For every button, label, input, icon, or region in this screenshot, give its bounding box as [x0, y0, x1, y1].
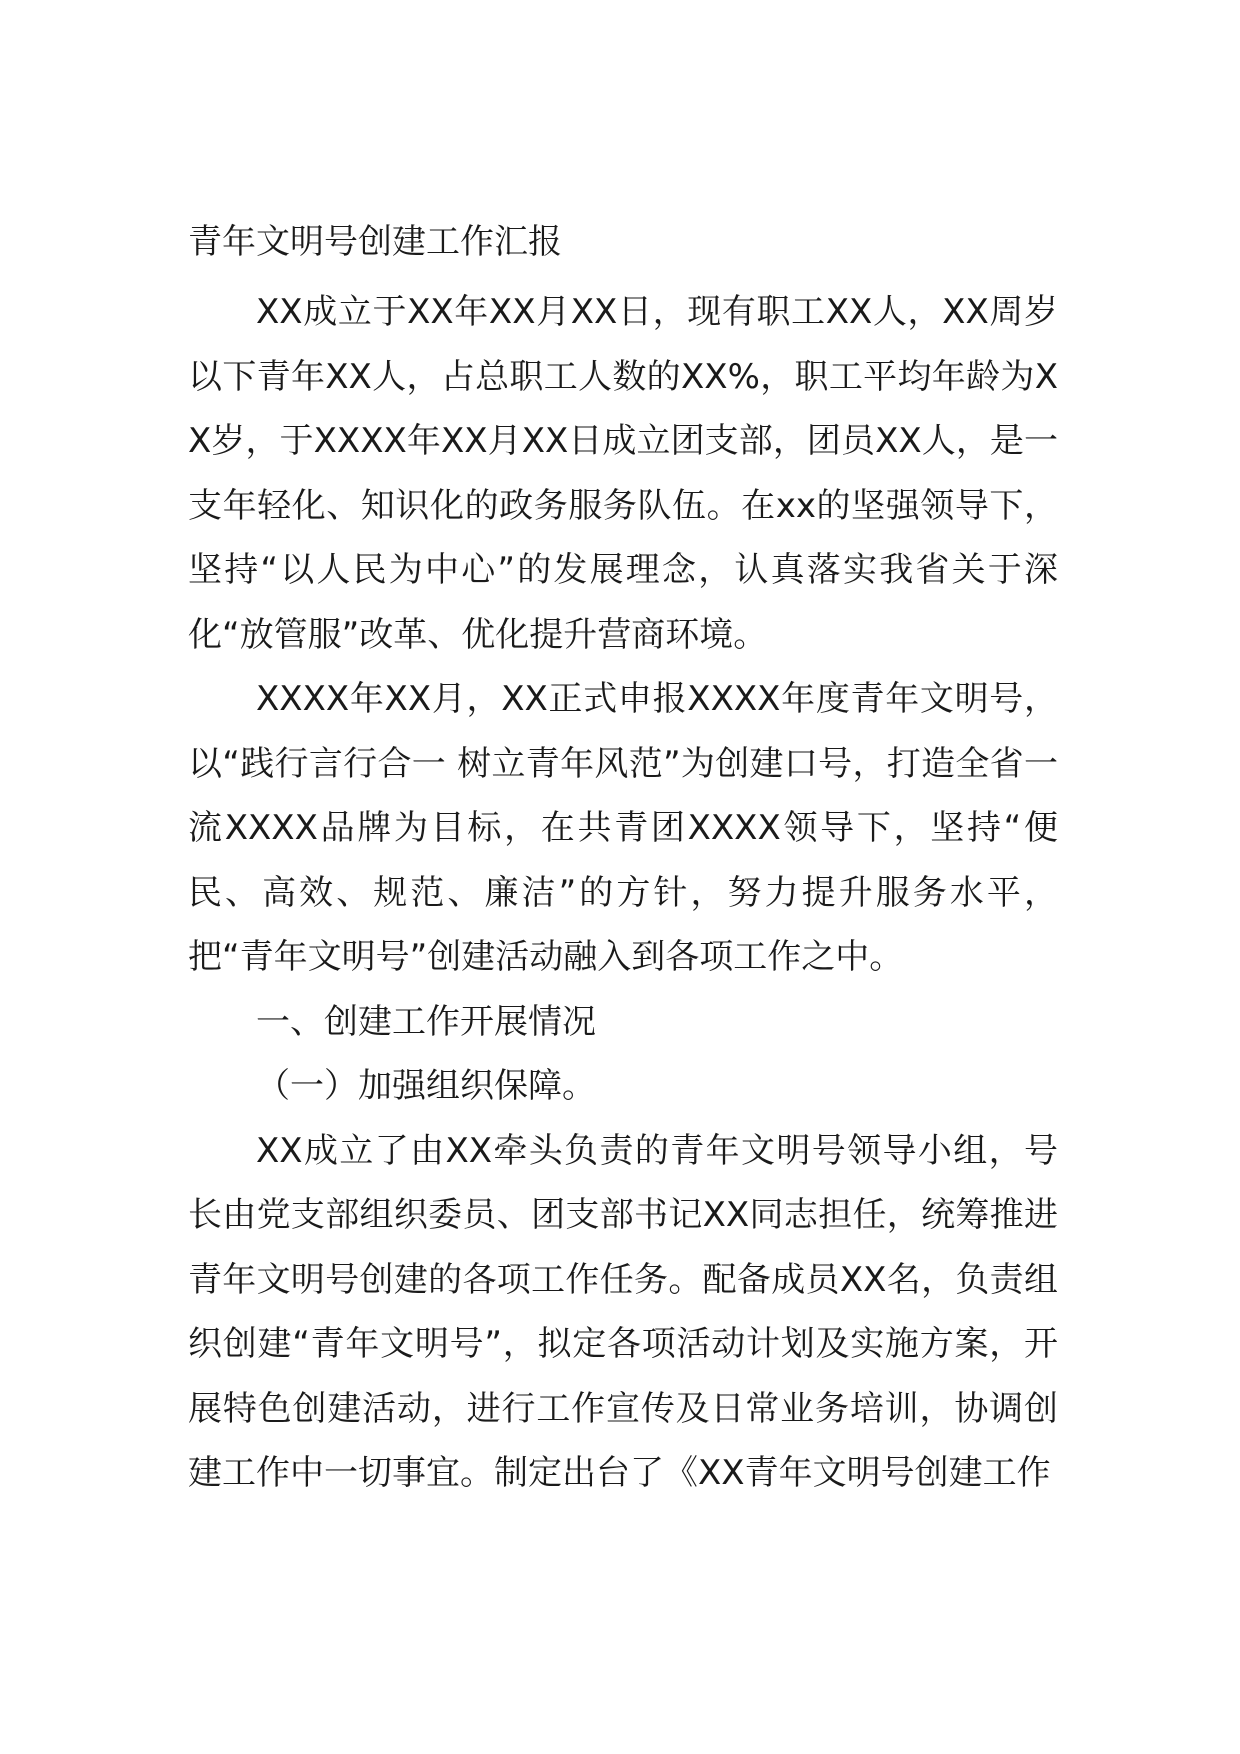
document-title: 青年文明号创建工作汇报 [188, 222, 562, 262]
document-body [188, 214, 1058, 1506]
paragraph-organization: XX成立了由XX牵头负责的青年文明号领导小组，号长由党支部组织委员、团支部书记XX同志担任，统筹推进青年文明号创建的各项工作任务。配备成员XX名，负责组织创建“青年文明号”，拟定各项活动计划及实施方案，开展特色创建活动，进行工作宣传及日常业务培训，协调创建工作中一切事宜。制定出台了《XX青年文明号创建工作 [188, 1130, 1058, 1493]
section-heading: 一、创建工作开展情况 [256, 1001, 596, 1042]
paragraph-intro: XX成立于XX年XX月XX日，现有职工XX人，XX周岁以下青年XX人，占总职工人数的XX%，职工平均年龄为XX岁，于XXXX年XX月XX日成立团支部，团员XX人，是一支年轻化、知识化的政务服务队伍。在xx的坚强领导下，坚持“以人民为中心”的发展理念，认真落实我省关于深化“放管服”改革、优化提升营商环境。 [188, 292, 1058, 655]
subsection-heading: （一）加强组织保障。 [256, 1066, 596, 1106]
paragraph-application: XXXX年XX月，XX正式申报XXXX年度青年文明号，以“践行言行合一 树立青年风范”为创建口号，打造全省一流XXXX品牌为目标，在共青团XXXX领导下，坚持“便民、高效、规范、廉洁”的方针，努力提升服务水平，把“青年文明号”创建活动融入到各项工作之中。 [188, 679, 1058, 977]
